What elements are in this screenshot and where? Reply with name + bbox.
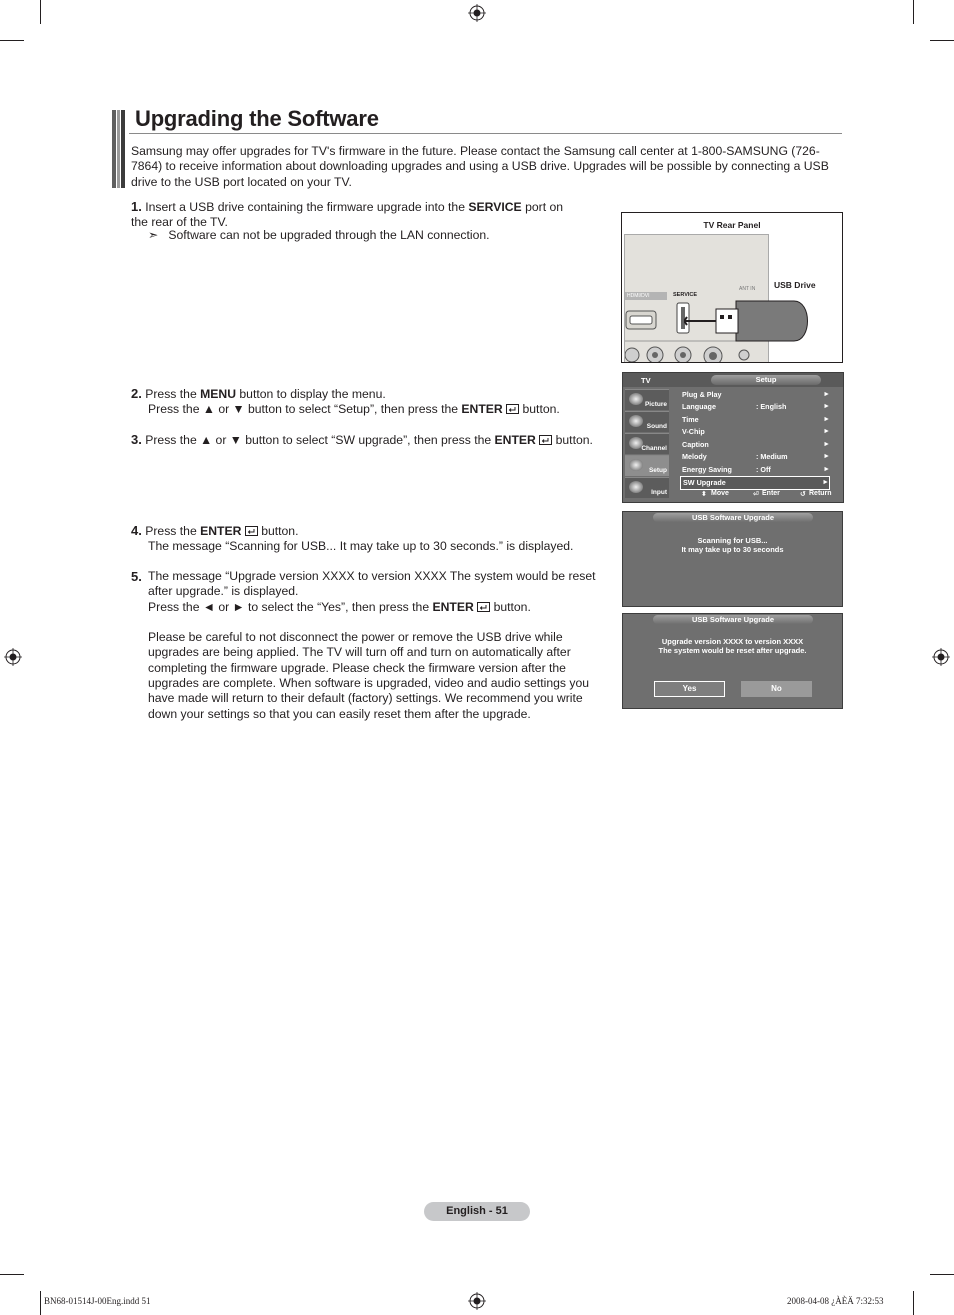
hdmi-label: HDMI/DVI [625, 292, 667, 300]
menu-item-language[interactable]: Language : English ► [682, 402, 830, 411]
service-port-label: SERVICE [673, 292, 698, 298]
arrow-right-icon: ► [823, 403, 830, 410]
usb-upgrade-confirm-dialog [622, 613, 843, 709]
note-arrow-icon: ➣ [148, 228, 159, 242]
step-2: 2. Press the MENU button to display the menu. Press the ▲ or ▼ button to select “Setup”, then press the ENTER button. [131, 386, 560, 417]
crop-mark [40, 0, 41, 24]
menu-item-sw-upgrade[interactable]: SW Upgrade ► [680, 476, 830, 490]
caution-paragraph: Please be careful to not disconnect the power or remove the USB drive while upgrades are being applied. The TV will turn off and turn on automatically after completing the firmware upgrade. Please check the firmware version after the upgrades are complete. When software is upgraded, video and audio settings you have made will return to their default (factory) settings. We recommend you write down your settings so that you can easily reset them after the upgrade. [148, 630, 590, 721]
title-rule [129, 133, 842, 134]
menu-item-energy-saving[interactable]: Energy Saving : Off ► [682, 465, 830, 474]
page-title: Upgrading the Software [135, 106, 379, 131]
menu-item-plug-play[interactable]: Plug & Play ► [682, 390, 830, 399]
sound-icon [629, 415, 643, 427]
menu-item-melody[interactable]: Melody : Medium ► [682, 452, 830, 461]
crop-mark [913, 0, 914, 24]
menu-tab-setup[interactable]: Setup [711, 375, 821, 385]
title-accent-bars [112, 110, 126, 188]
enter-icon [539, 435, 552, 445]
move-icon: ⬍ [701, 491, 707, 498]
tv-rear-panel-figure [621, 212, 843, 363]
usb-scan-dialog [622, 511, 843, 607]
step-3: 3. Press the ▲ or ▼ button to select “SW upgrade”, then press the ENTER button. [131, 432, 593, 447]
arrow-right-icon: ► [823, 466, 830, 473]
service-keyword: SERVICE [468, 200, 522, 214]
figure-title: TV Rear Panel [703, 220, 761, 230]
arrow-right-icon: ► [823, 391, 830, 398]
registration-mark-icon [4, 648, 22, 666]
print-slug-right: 2008-04-08 ¿ÀÈÄ 7:32:53 [787, 1296, 884, 1306]
crop-mark [930, 40, 954, 41]
enter-icon [506, 404, 519, 414]
crop-mark [913, 1291, 914, 1315]
menu-item-time[interactable]: Time ► [682, 415, 830, 424]
ant-in-label: ANT IN [739, 286, 756, 292]
no-button[interactable]: No [741, 681, 812, 697]
tv-setup-menu: TV Setup Picture Sound Channel Setup Input Plug & Play ► Language : English ► Time ► V-Chip ► Caption ► Melody : Medium ► Energy Saving : Off ► SW Upgrade ► ⬍ Move ⏎ Enter ↺ Return [622, 372, 844, 503]
step-number: 3. [131, 432, 142, 447]
step-1: 1. Insert a USB drive containing the firmware upgrade into the SERVICE port on the rear of the TV. [131, 199, 564, 230]
print-slug-left: BN68-01514J-00Eng.indd 51 [44, 1296, 151, 1306]
page-number-pill: English - 51 [424, 1202, 530, 1221]
arrow-right-icon: ► [823, 453, 830, 460]
dialog-header: USB Software Upgrade [653, 615, 813, 624]
step-number: 5. [131, 569, 142, 584]
arrow-right-icon: ► [823, 428, 830, 435]
crop-mark [40, 1291, 41, 1315]
enter-icon [477, 602, 490, 612]
registration-mark-icon [468, 1292, 486, 1310]
step-4: 4. Press the ENTER button. The message “Scanning for USB... It may take up to 30 seconds.” is displayed. [131, 523, 574, 554]
input-icon [629, 481, 643, 493]
menu-tv-label: TV [641, 376, 651, 385]
arrow-right-icon: ► [823, 441, 830, 448]
usb-drive-icon [684, 293, 814, 363]
registration-mark-icon [468, 4, 486, 22]
sidebar-item-sound[interactable]: Sound [625, 411, 669, 432]
menu-sidebar [625, 389, 669, 497]
yes-button[interactable]: Yes [654, 681, 725, 697]
sidebar-item-input[interactable]: Input [625, 477, 669, 498]
sidebar-item-picture[interactable]: Picture [625, 389, 669, 410]
usb-drive-label: USB Drive [774, 280, 816, 290]
dialog-message-line-1: Scanning for USB... [697, 536, 768, 545]
enter-icon [245, 526, 258, 536]
crop-mark [930, 1274, 954, 1275]
crop-mark [0, 40, 24, 41]
registration-mark-icon [932, 648, 950, 666]
sidebar-item-setup[interactable]: Setup [625, 455, 669, 476]
dialog-message-line-1: Upgrade version XXXX to version XXXX [661, 637, 804, 646]
gear-icon [629, 459, 643, 471]
intro-paragraph: Samsung may offer upgrades for TV's firmware in the future. Please contact the Samsung call center at 1-800-SAMSUNG (726-7864) to receive information about downloading upgrades and using a USB drive. Upgrades will be possible by connecting a USB drive to the USB port located on your TV. [131, 144, 829, 189]
picture-icon [629, 393, 643, 405]
dialog-message-line-2: The system would be reset after upgrade. [658, 646, 807, 655]
step-1-note: ➣ Software can not be upgraded through the LAN connection. [148, 228, 490, 242]
menu-item-caption[interactable]: Caption ► [682, 440, 830, 449]
enter-icon: ⏎ [753, 491, 759, 498]
step-number: 4. [131, 523, 142, 538]
crop-mark [0, 1274, 24, 1275]
dialog-message-line-2: It may take up to 30 seconds [681, 545, 784, 554]
arrow-right-icon: ► [823, 416, 830, 423]
arrow-right-icon: ► [822, 479, 829, 486]
sidebar-item-channel[interactable]: Channel [625, 433, 669, 454]
step-number: 2. [131, 386, 142, 401]
step-5: 5. The message “Upgrade version XXXX to version XXXX The system would be reset after upgrade.” is displayed. Press the ◄ or ► to select the “Yes”, then press the ENTER button. Please be careful to not disconnect the power or remove the USB drive while upgrades are being applied. The TV will turn off and turn on automatically after completing the firmware upgrade. Please check the firmware version after the upgrades are complete. When software is upgraded, video and audio settings you have made will return to their default (factory) settings. We recommend you write down your settings so that you can easily reset them after the upgrade. [131, 569, 606, 722]
dialog-header: USB Software Upgrade [653, 513, 813, 522]
step-number: 1. [131, 199, 142, 214]
menu-item-v-chip[interactable]: V-Chip ► [682, 427, 830, 436]
return-icon: ↺ [800, 491, 806, 498]
